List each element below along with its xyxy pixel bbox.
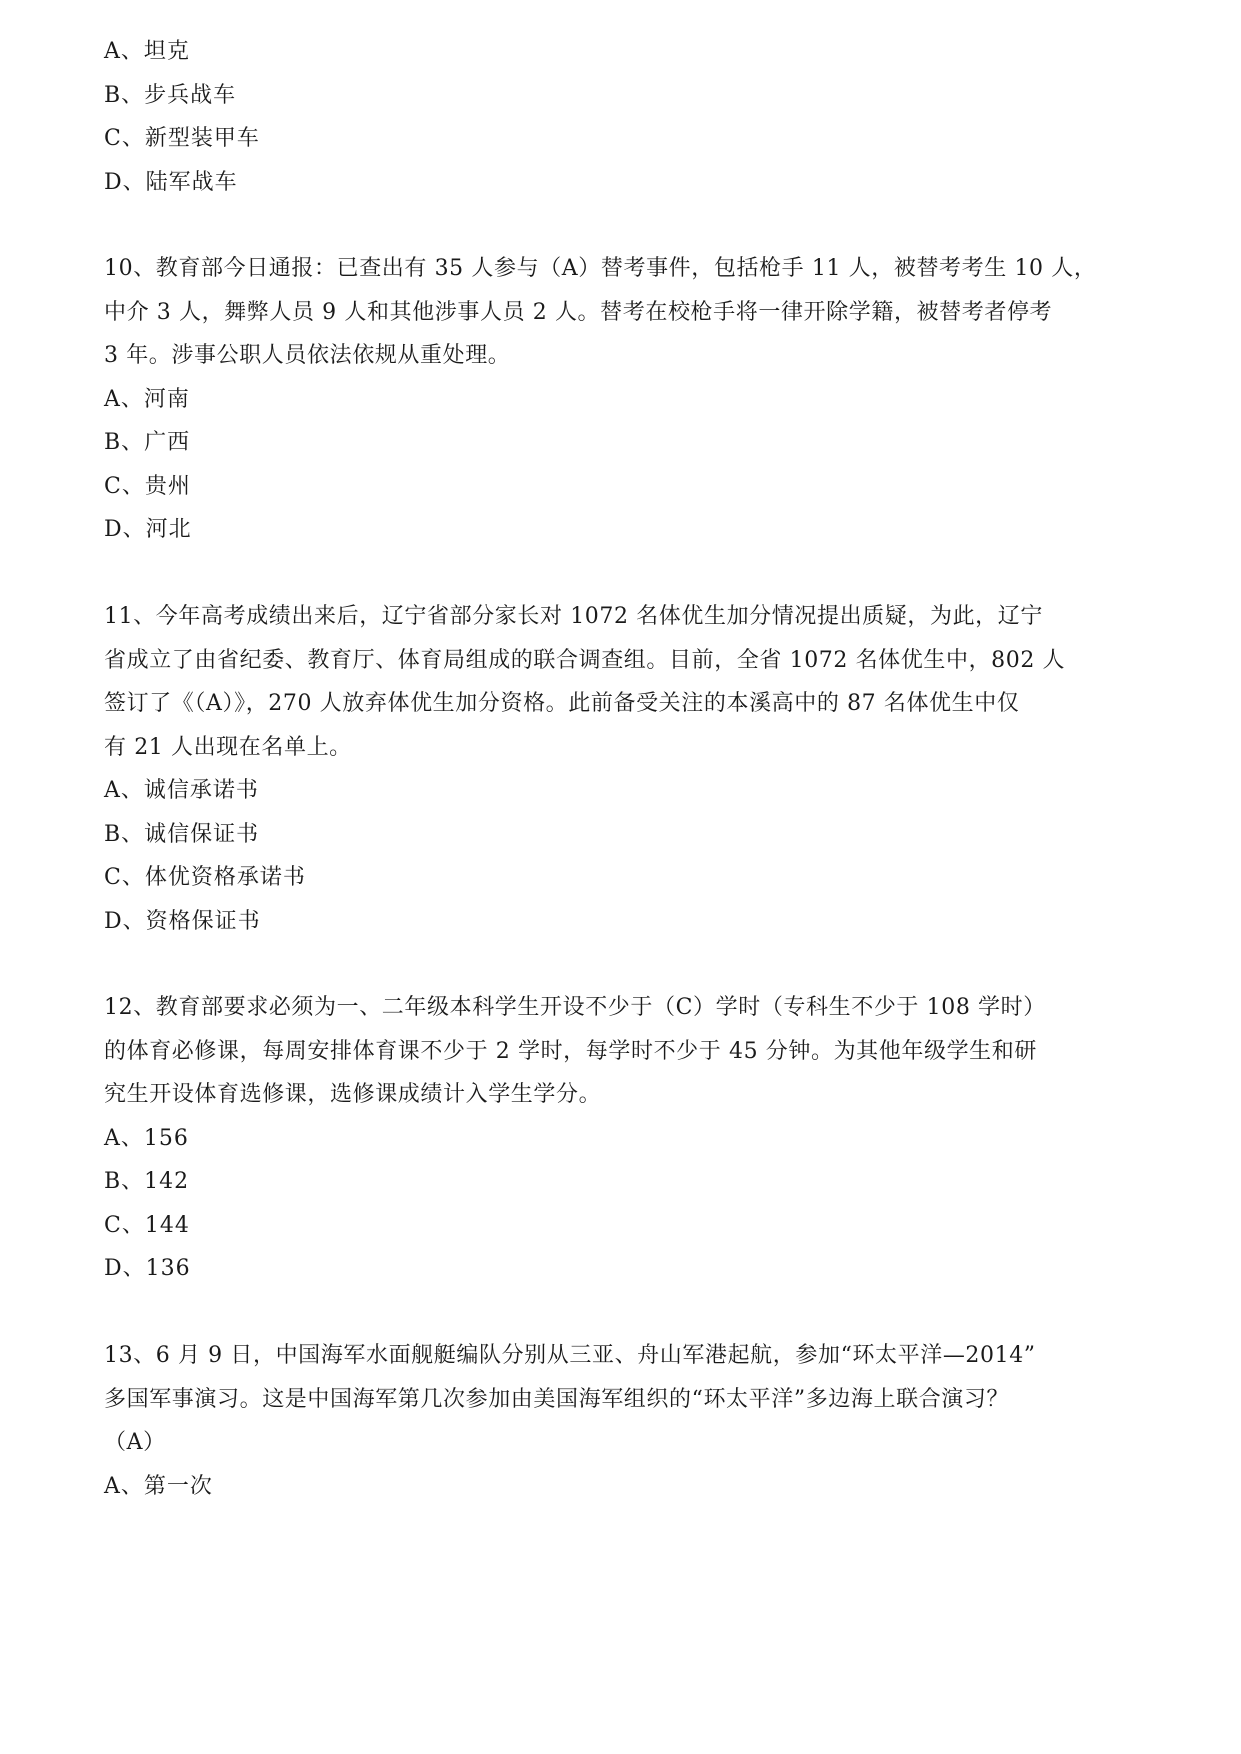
option-a: A、第一次: [104, 1474, 213, 1499]
option-a: A、诚信承诺书: [104, 778, 259, 803]
option-a: A、河南: [104, 387, 190, 412]
question-text-line: 11、今年高考成绩出来后，辽宁省部分家长对 1072 名体优生加分情况提出质疑，为此，辽宁: [104, 604, 1043, 629]
question-text-line: 的体育必修课，每周安排体育课不少于 2 学时，每学时不少于 45 分钟。为其他年级学生和研: [104, 1039, 1037, 1064]
question-text-line: 13、6 月 9 日，中国海军水面舰艇编队分别从三亚、舟山军港起航，参加“环太平洋—2014”: [104, 1343, 1036, 1368]
question-text-line: 3 年。涉事公职人员依法依规从重处理。: [104, 343, 511, 368]
option-d: D、资格保证书: [104, 909, 261, 934]
question-text-line: 签订了《（A）》，270 人放弃体优生加分资格。此前备受关注的本溪高中的 87 名体优生中仅: [104, 691, 1020, 716]
question-text-line: 省成立了由省纪委、教育厅、体育局组成的联合调查组。目前，全省 1072 名体优生中，802 人: [104, 648, 1066, 673]
question-text-line: 中介 3 人，舞弊人员 9 人和其他涉事人员 2 人。替考在校枪手将一律开除学籍，被替考者停考: [104, 300, 1053, 325]
option-b: B、诚信保证书: [104, 822, 260, 847]
option-d: D、河北: [104, 517, 192, 542]
option-c: C、贵州: [104, 474, 191, 499]
question-text-line: （A）: [104, 1430, 166, 1455]
option-a: A、156: [104, 1126, 189, 1151]
option-b: B、广西: [104, 430, 191, 455]
question-text-line: 多国军事演习。这是中国海军第几次参加由美国海军组织的“环太平洋”多边海上联合演习？: [104, 1387, 1010, 1412]
option-c: C、144: [104, 1213, 190, 1238]
question-text-line: 有 21 人出现在名单上。: [104, 735, 352, 760]
option-a: A、坦克: [104, 39, 190, 64]
option-d: D、陆军战车: [104, 170, 238, 195]
option-b: B、142: [104, 1169, 190, 1194]
option-b: B、步兵战车: [104, 83, 237, 108]
option-c: C、体优资格承诺书: [104, 865, 306, 890]
option-d: D、136: [104, 1256, 191, 1281]
question-text-line: 究生开设体育选修课，选修课成绩计入学生学分。: [104, 1082, 602, 1107]
option-c: C、新型装甲车: [104, 126, 260, 151]
question-text-line: 10、教育部今日通报：已查出有 35 人参与（A）替考事件，包括枪手 11 人，被替考考生 10 人，: [104, 256, 1097, 281]
question-text-line: 12、教育部要求必须为一、二年级本科学生开设不少于（C）学时（专科生不少于 108 学时）: [104, 995, 1046, 1020]
